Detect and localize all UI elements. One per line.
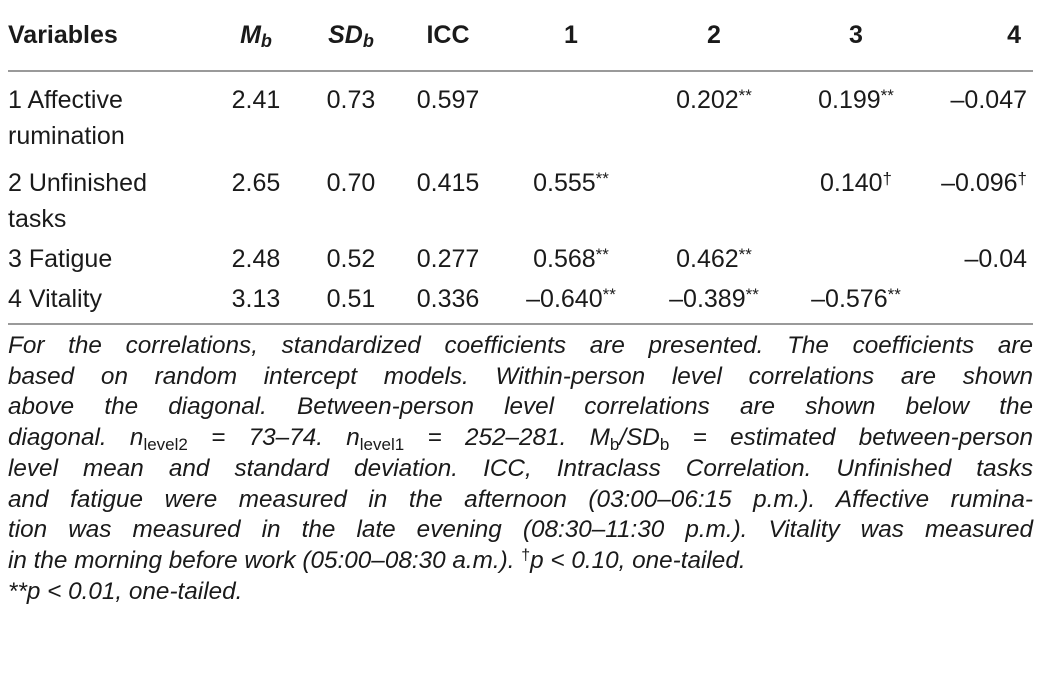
header-col2: 2 [644,0,784,71]
mean-cell: 2.65 [231,169,281,197]
corr-cell-2: 0.202** [676,86,752,114]
footnote-line: tion was measured in the late evening (08:30–11:30 p.m.). Vitality was measured [8,516,1033,544]
corr-cell-3: –0.576** [784,277,928,324]
sd-cell: 0.51 [304,277,398,324]
footnote-line: For the correlations, standardized coefficients are presented. The coefficients are [8,332,1033,359]
table-row [8,277,1033,324]
correlation-table [8,0,1033,325]
variable-cell: 1 Affective rumination [8,86,125,150]
corr-cell-1 [498,71,644,154]
variable-cell: 2 Unfinished tasks [8,169,147,233]
footnote-line: **p < 0.01, one-tailed. [8,577,243,605]
table-row [8,71,1033,154]
corr-cell-4 [928,277,1033,324]
sd-cell: 0.52 [326,245,376,273]
header-variables: Variables [8,0,208,71]
mean-cell: 3.13 [208,277,304,324]
icc-cell: 0.597 [416,86,480,114]
footnote-line: diagonal. $n_{level2} = 73-74$. $n_{level1} = 252-281$. $M_b/SD_b$ = estimated between-person [8,424,1033,455]
icc-cell: 0.336 [398,277,498,324]
corr-cell-2: –0.389** [644,277,784,324]
header-col3: 3 [784,0,928,71]
corr-cell-4: –0.096† [941,169,1027,197]
header-sd: $SD_b$ [304,0,398,71]
header-icc: ICC [398,0,498,71]
table-row [8,237,1033,277]
mean-cell: 2.41 [231,86,281,114]
header-col4: 4 [928,0,1033,71]
corr-cell-3: 0.140† [819,169,893,197]
footnote-line: and fatigue were measured in the afternoon (03:00–06:15 p.m.). Affective rumina- [8,485,1033,513]
corr-cell-4: –0.047 [950,86,1027,114]
corr-cell-1: 0.568** [533,245,609,273]
variable-cell: 3 Fatigue [8,245,113,273]
corr-cell-3 [784,237,928,277]
icc-cell: 0.277 [416,245,480,273]
icc-cell: 0.415 [416,169,480,197]
table-header-row [8,0,1033,71]
header-mean: $M_b$ [208,0,304,71]
footnote-line: in the morning before work (05:00–08:30 a.m.). †p < 0.10, one-tailed. [8,546,746,574]
corr-cell-1: –0.640** [498,277,644,324]
footnote-line: level mean and standard deviation. ICC, Intraclass Correlation. Unfinished tasks [8,454,1033,482]
corr-cell-4: –0.04 [964,245,1027,273]
corr-cell-3: 0.199** [818,86,894,114]
corr-cell-2: 0.462** [676,245,752,273]
footnote-line: based on random intercept models. Within-person level correlations are shown [8,362,1033,390]
table-footnote [8,331,1033,607]
table-row [8,154,1033,237]
mean-cell: 2.48 [231,245,281,273]
corr-cell-1: 0.555** [533,169,609,197]
header-col1: 1 [498,0,644,71]
sd-cell: 0.73 [326,86,376,114]
footnote-line: above the diagonal. Between-person level correlations are shown below the [8,393,1033,421]
sd-cell: 0.70 [326,169,376,197]
variable-cell: 4 Vitality [8,277,208,324]
corr-cell-2 [644,154,784,237]
